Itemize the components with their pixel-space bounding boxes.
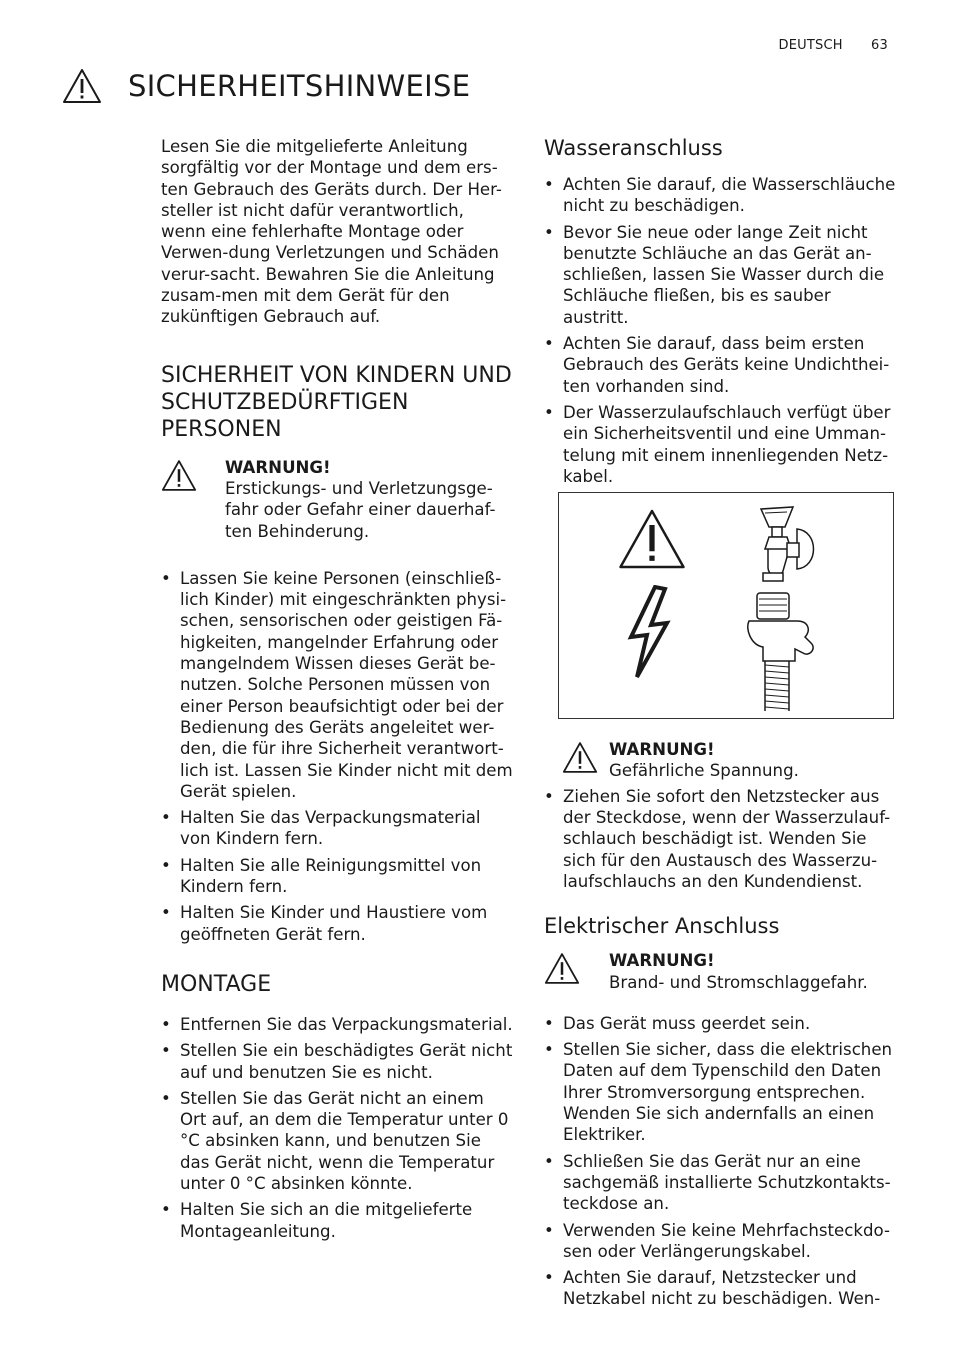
list-item: • Halten Sie Kinder und Haustiere vom geöffneten Gerät fern. (161, 902, 513, 945)
warning-triangle-icon (562, 741, 598, 774)
list-item: • Halten Sie das Verpackungsmaterial von Kindern fern. (161, 807, 513, 850)
list-item: • Achten Sie darauf, Netzstecker und Netzkabel nicht zu beschädigen. Wen- (544, 1267, 898, 1310)
warning-triangle-icon (617, 507, 687, 571)
children-warning (161, 457, 513, 542)
warning-text: Gefährliche Spannung. (609, 761, 799, 781)
intro-paragraph: Lesen Sie die mitgelieferte Anleitung sorgfältig vor der Montage und dem ers-ten Gebrauch des Geräts durch. Der Her-steller ist nicht dafür verantwortlich, wenn eine fehlerhafte Montage oder Verwen-dung Verletzungen und Schäden verur-sacht. Bewahren Sie die Anleitung zusam-men mit dem Gerät für den zukünftigen Gebrauch auf. (161, 137, 502, 327)
water-list (544, 174, 898, 487)
list-item: • Verwenden Sie keine Mehrfachsteckdo-sen oder Verlängerungskabel. (544, 1220, 898, 1263)
water-hose-tap-icon (735, 497, 835, 715)
lightning-bolt-icon (627, 585, 671, 680)
left-column (161, 136, 513, 1247)
language-label: DEUTSCH (778, 38, 843, 53)
list-item: • Halten Sie sich an die mitgelieferte Montageanleitung. (161, 1199, 513, 1242)
warning-triangle-icon (62, 68, 102, 104)
warning-title: WARNUNG! (609, 740, 715, 760)
list-item: • Das Gerät muss geerdet sein. (544, 1013, 898, 1034)
water-heading: Wasseranschluss (544, 136, 723, 160)
warning-title: WARNUNG! (609, 951, 715, 971)
voltage-list (544, 786, 898, 892)
electric-list (544, 1013, 898, 1310)
warning-triangle-icon (544, 952, 580, 985)
warning-text: Erstickungs- und Verletzungsge-fahr oder Gefahr einer dauerhaf-ten Behinderung. (225, 478, 496, 541)
warning-text: Brand- und Stromschlaggefahr. (609, 972, 868, 992)
list-item: • Schließen Sie das Gerät nur an eine sachgemäß installierte Schutzkontakts-teckdose an. (544, 1151, 898, 1215)
list-item: • Bevor Sie neue oder lange Zeit nicht benutzte Schläuche an das Gerät an-schließen, lassen Sie Wasser durch die Schläuche fließen, bis es sauber austritt. (544, 222, 898, 328)
electric-warning (544, 950, 898, 993)
montage-heading: MONTAGE (161, 971, 272, 997)
list-item: • Achten Sie darauf, die Wasserschläuche nicht zu beschädigen. (544, 174, 898, 217)
title-row (62, 68, 470, 104)
electric-heading: Elektrischer Anschluss (544, 914, 780, 939)
list-item: • Entfernen Sie das Verpackungsmaterial. (161, 1014, 513, 1035)
list-item: • Stellen Sie ein beschädigtes Gerät nicht auf und benutzen Sie es nicht. (161, 1040, 513, 1083)
children-list (161, 568, 513, 945)
list-item: • Ziehen Sie sofort den Netzstecker aus der Steckdose, wenn der Wasserzulauf-schlauch beschädigt ist. Wenden Sie sich für den Austausch des Wasserzu-laufschlauchs an den Kundendienst. (544, 786, 898, 892)
safety-figure (558, 492, 894, 719)
montage-list (161, 1014, 513, 1242)
list-item: • Stellen Sie das Gerät nicht an einem Ort auf, an dem die Temperatur unter 0 °C absinken kann, und benutzen Sie das Gerät nicht, wenn die Temperatur unter 0 °C absinken könnte. (161, 1088, 513, 1194)
warning-title: WARNUNG! (225, 457, 331, 477)
right-column (544, 134, 898, 1315)
warning-triangle-icon (161, 459, 197, 492)
list-item: • Der Wasserzulaufschlauch verfügt über ein Sicherheitsventil und eine Umman-telung mit einem innenliegenden Netz-kabel. (544, 402, 898, 487)
voltage-warning (544, 739, 898, 782)
children-heading: SICHERHEIT VON KINDERN UND SCHUTZBEDÜRFTIGEN PERSONEN (161, 362, 512, 442)
page-title: SICHERHEITSHINWEISE (128, 69, 471, 103)
list-item: • Lassen Sie keine Personen (einschließ-lich Kinder) mit eingeschränkten physi-schen, sensorischen oder geistigen Fä-higkeiten, mangelnder Erfahrung oder mangelndem Wissen dieses Gerät be-nutzen. Solche Personen müssen von einer Person beaufsichtigt oder bei der Bedienung des Geräts angeleitet wer-den, die für ihre Sicherheit verantwort-lich ist. Lassen Sie Kinder nicht mit dem Gerät spielen. (161, 568, 513, 802)
list-item: • Stellen Sie sicher, dass die elektrischen Daten auf dem Typenschild den Daten Ihrer Stromversorgung entsprechen. Wenden Sie sich andernfalls an einen Elektriker. (544, 1039, 898, 1145)
list-item: • Achten Sie darauf, dass beim ersten Gebrauch des Geräts keine Undichthei-ten vorhanden sind. (544, 333, 898, 397)
page-header (779, 38, 888, 53)
page-number: 63 (871, 38, 888, 53)
list-item: • Halten Sie alle Reinigungsmittel von Kindern fern. (161, 855, 513, 898)
